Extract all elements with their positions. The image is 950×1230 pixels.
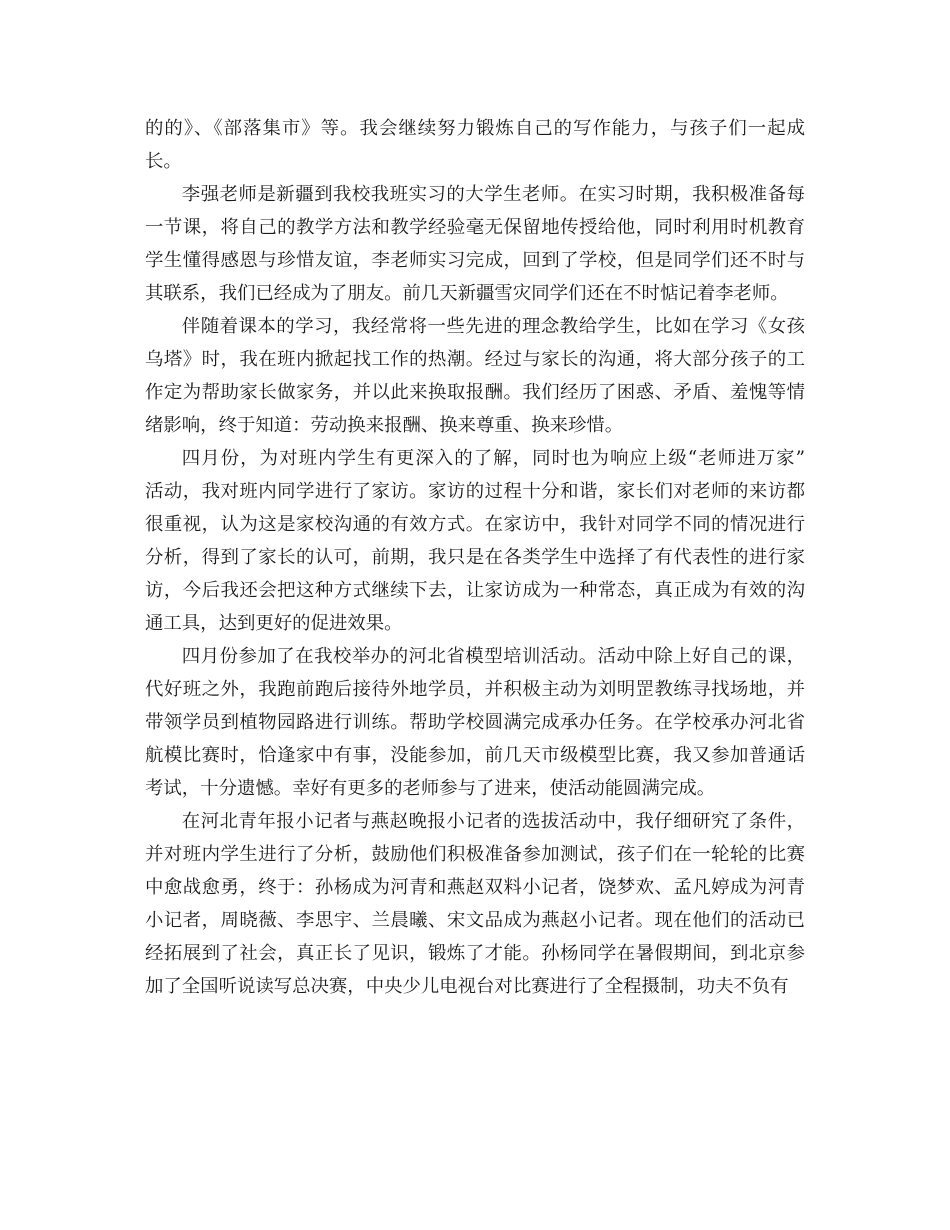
- paragraph-p1: [145, 112, 805, 178]
- text-line: 中愈战愈勇，终于：孙杨成为河青和燕赵双料小记者，饶梦欢、孟凡婷成为河青: [145, 877, 805, 898]
- text-line: 伴随着课本的学习，我经常将一些先进的理念教给学生，比如在学习《女孩: [181, 316, 805, 337]
- text-line: 活动，我对班内同学进行了家访。家访的过程十分和谐，家长们对老师的来访都: [145, 481, 805, 502]
- text-line: 很重视，认为这是家校沟通的有效方式。在家访中，我针对同学不同的情况进行: [145, 514, 805, 535]
- text-line: 的的》、《部落集市》等。我会继续努力锻炼自己的写作能力，与孩子们一起成: [145, 118, 805, 139]
- text-line: 一节课，将自己的教学方法和教学经验毫无保留地传授给他，同时利用时机教育: [145, 217, 805, 238]
- paragraph-p6: [145, 805, 805, 1003]
- text-line: 长。: [145, 151, 182, 172]
- document-page: [145, 112, 805, 1003]
- text-line: 带领学员到植物园路进行训练。帮助学校圆满完成承办任务。在学校承办河北省: [145, 712, 805, 733]
- text-line: 四月份，为对班内学生有更深入的了解，同时也为响应上级“老师进万家”: [181, 448, 805, 469]
- text-line: 通工具，达到更好的促进效果。: [145, 613, 403, 634]
- text-line: 学生懂得感恩与珍惜友谊，李老师实习完成，回到了学校，但是同学们还不时与: [145, 250, 805, 271]
- text-line: 绪影响，终于知道：劳动换来报酬、换来尊重、换来珍惜。: [145, 415, 624, 436]
- text-line: 作定为帮助家长做家务，并以此来换取报酬。我们经历了困惑、矛盾、羞愧等情: [145, 382, 805, 403]
- text-line: 航模比赛时，恰逢家中有事，没能参加，前几天市级模型比赛，我又参加普通话: [145, 745, 805, 766]
- text-line: 其联系，我们已经成为了朋友。前几天新疆雪灾同学们还在不时惦记着李老师。: [145, 283, 789, 304]
- paragraph-p5: [145, 640, 805, 805]
- text-line: 代好班之外，我跑前跑后接待外地学员，并积极主动为刘明罡教练寻找场地，并: [145, 679, 805, 700]
- text-line: 访，今后我还会把这种方式继续下去，让家访成为一种常态，真正成为有效的沟: [145, 580, 805, 601]
- text-line: 加了全国听说读写总决赛，中央少儿电视台对比赛进行了全程摄制，功夫不负有: [145, 976, 789, 997]
- text-line: 小记者，周晓薇、李思宇、兰晨曦、宋文品成为燕赵小记者。现在他们的活动已: [145, 910, 805, 931]
- text-line: 四月份参加了在我校举办的河北省模型培训活动。活动中除上好自己的课，: [181, 646, 805, 667]
- paragraph-p3: [145, 310, 805, 442]
- paragraph-p2: [145, 178, 805, 310]
- text-line: 乌塔》时，我在班内掀起找工作的热潮。经过与家长的沟通，将大部分孩子的工: [145, 349, 805, 370]
- text-line: 李强老师是新疆到我校我班实习的大学生老师。在实习时期，我积极准备每: [181, 184, 805, 205]
- text-line: 并对班内学生进行了分析，鼓励他们积极准备参加测试，孩子们在一轮轮的比赛: [145, 844, 805, 865]
- text-line: 分析，得到了家长的认可，前期，我只是在各类学生中选择了有代表性的进行家: [145, 547, 805, 568]
- paragraph-p4: [145, 442, 805, 640]
- text-line: 经拓展到了社会，真正长了见识，锻炼了才能。孙杨同学在暑假期间，到北京参: [145, 943, 805, 964]
- text-line: 在河北青年报小记者与燕赵晚报小记者的选拔活动中，我仔细研究了条件，: [181, 811, 805, 832]
- text-line: 考试，十分遗憾。幸好有更多的老师参与了进来，使活动能圆满完成。: [145, 778, 716, 799]
